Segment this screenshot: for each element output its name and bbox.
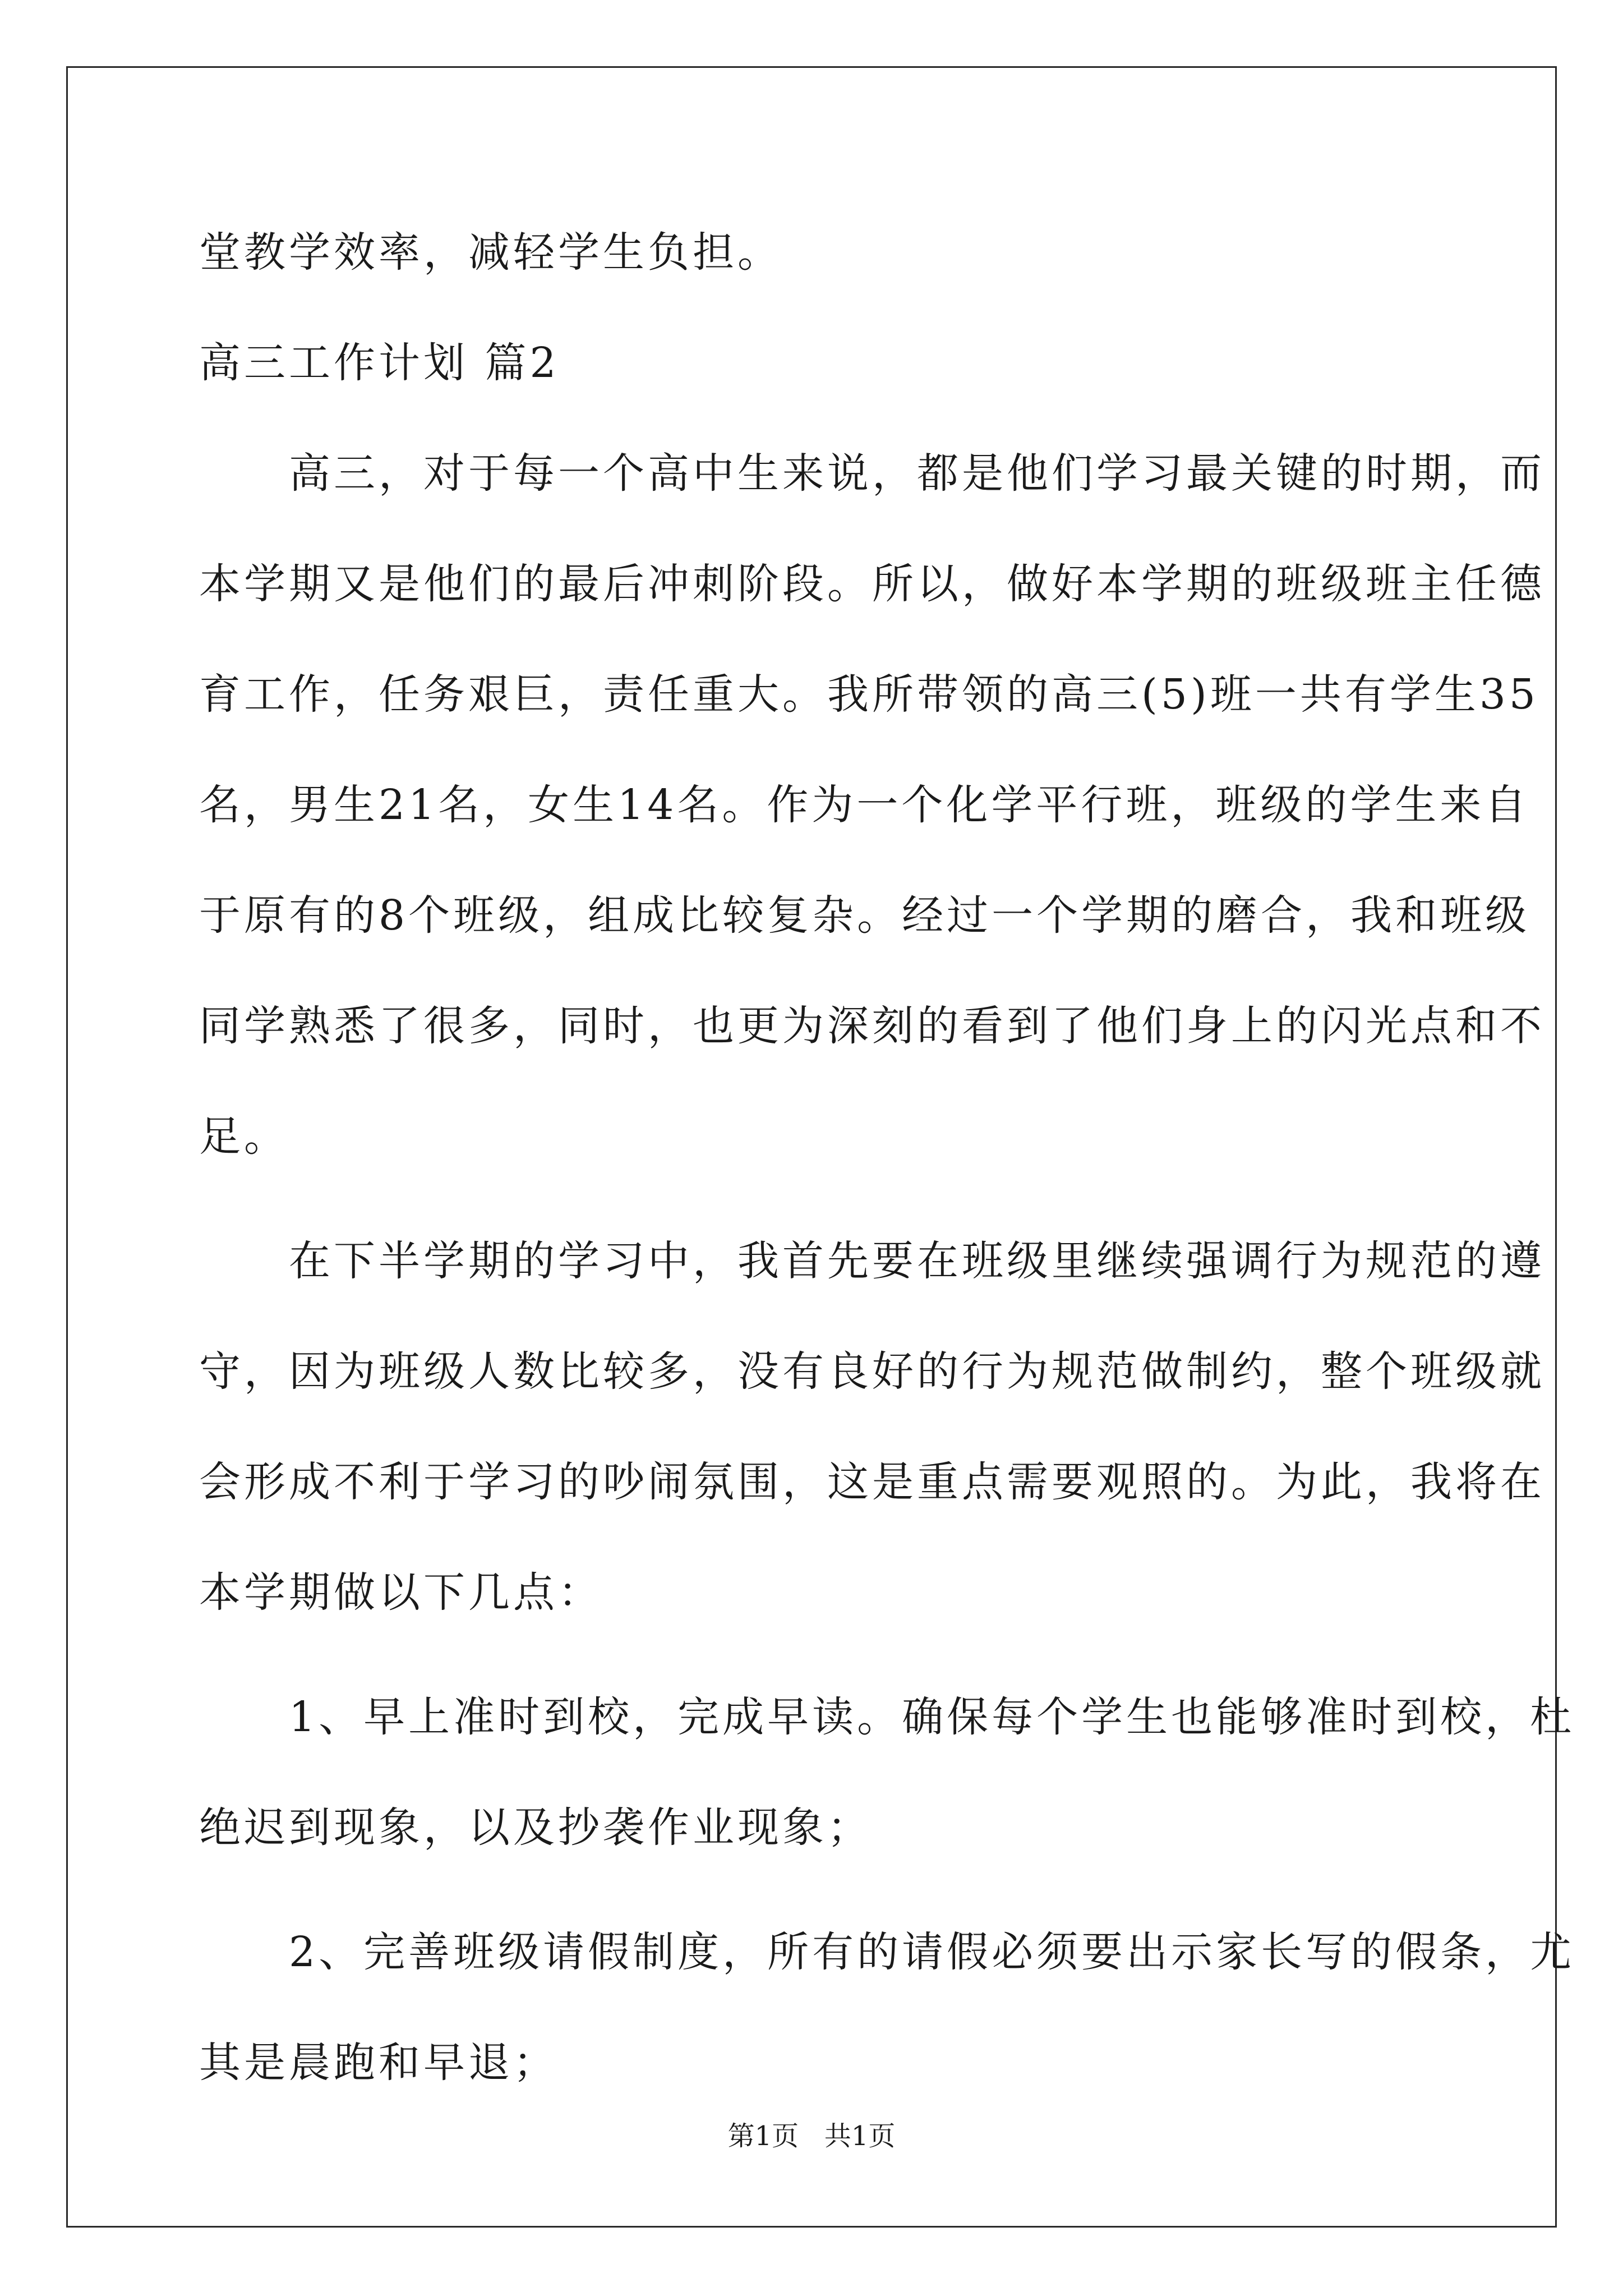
- section-heading: 高三工作计划 篇2: [199, 339, 560, 387]
- paragraph-line: 同学熟悉了很多，同时，也更为深刻的看到了他们身上的闪光点和不: [199, 1002, 1545, 1050]
- paragraph-line: 会形成不利于学习的吵闹氛围，这是重点需要观照的。为此，我将在: [199, 1458, 1545, 1506]
- paragraph-line: 本学期做以下几点：: [199, 1568, 603, 1617]
- document-body: [199, 224, 1575, 2091]
- list-item-line: 2、完善班级请假制度，所有的请假必须要出示家长写的假条，尤: [199, 1928, 1575, 1976]
- text-line: 堂教学效率，减轻学生负担。: [199, 228, 782, 277]
- paragraph-line: 守，因为班级人数比较多，没有良好的行为规范做制约，整个班级就: [199, 1347, 1545, 1396]
- page-footer: 第1页 共1页: [727, 2120, 896, 2152]
- paragraph-line: 育工作，任务艰巨，责任重大。我所带领的高三(5)班一共有学生35: [199, 670, 1539, 719]
- list-item-line: 其是晨跑和早退；: [199, 2039, 558, 2087]
- paragraph-line: 本学期又是他们的最后冲刺阶段。所以，做好本学期的班级班主任德: [199, 560, 1545, 608]
- list-item-line: 绝迟到现象，以及抄袭作业现象；: [199, 1803, 872, 1852]
- paragraph-line: 名，男生21名，女生14名。作为一个化学平行班，班级的学生来自: [199, 781, 1530, 829]
- list-item-line: 1、早上准时到校，完成早读。确保每个学生也能够准时到校，杜: [199, 1693, 1575, 1741]
- paragraph-line: 于原有的8个班级，组成比较复杂。经过一个学期的磨合，我和班级: [199, 891, 1530, 940]
- paragraph-line: 高三，对于每一个高中生来说，都是他们学习最关键的时期，而: [199, 449, 1545, 498]
- paragraph-line: 足。: [199, 1112, 289, 1161]
- paragraph-line: 在下半学期的学习中，我首先要在班级里继续强调行为规范的遵: [199, 1237, 1545, 1285]
